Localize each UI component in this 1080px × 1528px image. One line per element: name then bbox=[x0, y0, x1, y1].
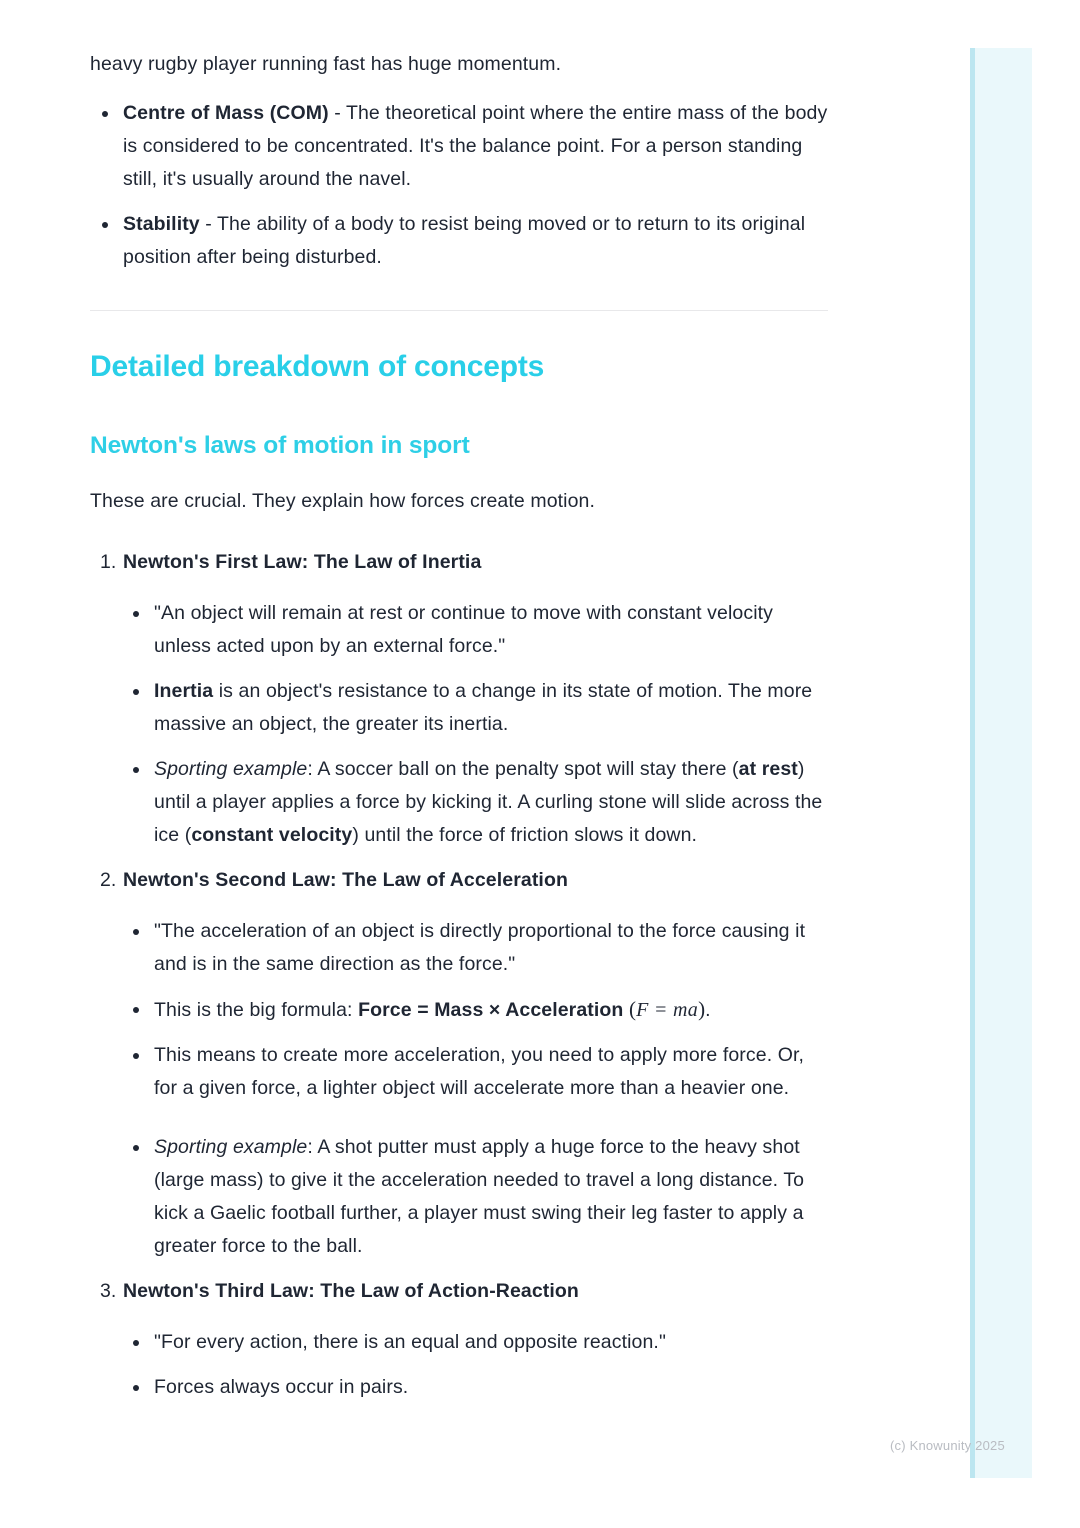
term-label: Stability bbox=[123, 213, 200, 235]
law-explanation: This means to create more acceleration, you need to apply more force. Or, for a given force, a lighter object will accelerate more than a heavier one. bbox=[154, 1044, 805, 1099]
math-paren-close: ) bbox=[698, 997, 706, 1021]
list-item bbox=[123, 915, 830, 981]
term-definition: - The ability of a body to resist being moved or to return to its original position after being disturbed. bbox=[123, 213, 806, 268]
term-definition: is an object's resistance to a change in its state of motion. The more massive an object, the greater its inertia. bbox=[154, 680, 813, 735]
list-item bbox=[90, 208, 830, 274]
law-quote: "An object will remain at rest or continue to move with constant velocity unless acted upon by an external force." bbox=[154, 602, 773, 657]
math-symbol-force: F bbox=[636, 999, 649, 1021]
key-terms-list bbox=[90, 97, 830, 274]
term-label: Inertia bbox=[154, 680, 214, 702]
law-quote: "For every action, there is an equal and opposite reaction." bbox=[154, 1331, 666, 1353]
law-points-list bbox=[123, 597, 830, 852]
subsection-lead: These are crucial. They explain how forces create motion. bbox=[90, 490, 595, 512]
example-label: Sporting example bbox=[154, 1136, 308, 1158]
subsection-title: Newton's laws of motion in sport bbox=[90, 432, 470, 459]
right-band-accent-stripe bbox=[970, 48, 975, 1478]
math-symbol-ma: ma bbox=[673, 999, 699, 1021]
list-item bbox=[123, 1039, 830, 1105]
right-decorative-band bbox=[970, 48, 1032, 1478]
law-heading: Newton's First Law: The Law of Inertia bbox=[123, 551, 482, 573]
list-item bbox=[123, 1131, 830, 1263]
example-label: Sporting example bbox=[154, 758, 308, 780]
formula-words: Force = Mass × Acceleration bbox=[358, 999, 624, 1021]
list-item bbox=[123, 597, 830, 663]
example-text: : A soccer ball on the penalty spot will stay there ( bbox=[307, 758, 739, 780]
law-item bbox=[90, 1275, 830, 1404]
emphasis-term: at rest bbox=[738, 758, 798, 780]
law-heading: Newton's Third Law: The Law of Action-Reaction bbox=[123, 1280, 579, 1302]
sentence-period: . bbox=[705, 999, 711, 1021]
law-points-list bbox=[123, 1326, 830, 1404]
list-item bbox=[123, 1326, 830, 1359]
law-heading: Newton's Second Law: The Law of Acceleration bbox=[123, 869, 568, 891]
example-text: ) until the force of friction slows it down. bbox=[352, 824, 698, 846]
example-text: : A shot putter must apply a huge force to the heavy shot (large mass) to give it the acceleration needed to travel a long distance. To kick a Gaelic football further, a player must swing their leg faster to apply a greater force to the ball. bbox=[154, 1136, 805, 1257]
emphasis-term: constant velocity bbox=[191, 824, 353, 846]
formula-lead: This is the big formula: bbox=[154, 999, 359, 1021]
continued-paragraph: heavy rugby player running fast has huge momentum. bbox=[90, 53, 562, 75]
term-definition: - The theoretical point where the entire mass of the body is considered to be concentrated. It's the balance point. For a person standing still, it's usually around the navel. bbox=[123, 102, 828, 190]
term-label: Centre of Mass (COM) bbox=[123, 102, 329, 124]
list-item bbox=[90, 97, 830, 196]
law-quote: "The acceleration of an object is directly proportional to the force causing it and is in the same direction as the force." bbox=[154, 920, 806, 975]
copyright-watermark: (c) Knowunity 2025 bbox=[890, 1438, 1005, 1453]
law-item bbox=[90, 864, 830, 1263]
math-paren-open: ( bbox=[628, 997, 637, 1021]
list-item bbox=[123, 675, 830, 741]
document-content bbox=[90, 48, 830, 1416]
law-item bbox=[90, 546, 830, 852]
list-item bbox=[123, 1371, 830, 1404]
math-equals: = bbox=[648, 999, 674, 1021]
newtons-laws-list bbox=[90, 546, 830, 1404]
law-points-list bbox=[123, 915, 830, 1263]
list-item bbox=[123, 753, 830, 852]
section-title: Detailed breakdown of concepts bbox=[90, 350, 545, 383]
section-divider bbox=[90, 310, 828, 311]
example-text: ) until a player applies a force by kicking it. A curling stone will slide across the ice ( bbox=[154, 758, 823, 846]
law-explanation: Forces always occur in pairs. bbox=[154, 1376, 409, 1398]
list-item bbox=[123, 993, 830, 1027]
